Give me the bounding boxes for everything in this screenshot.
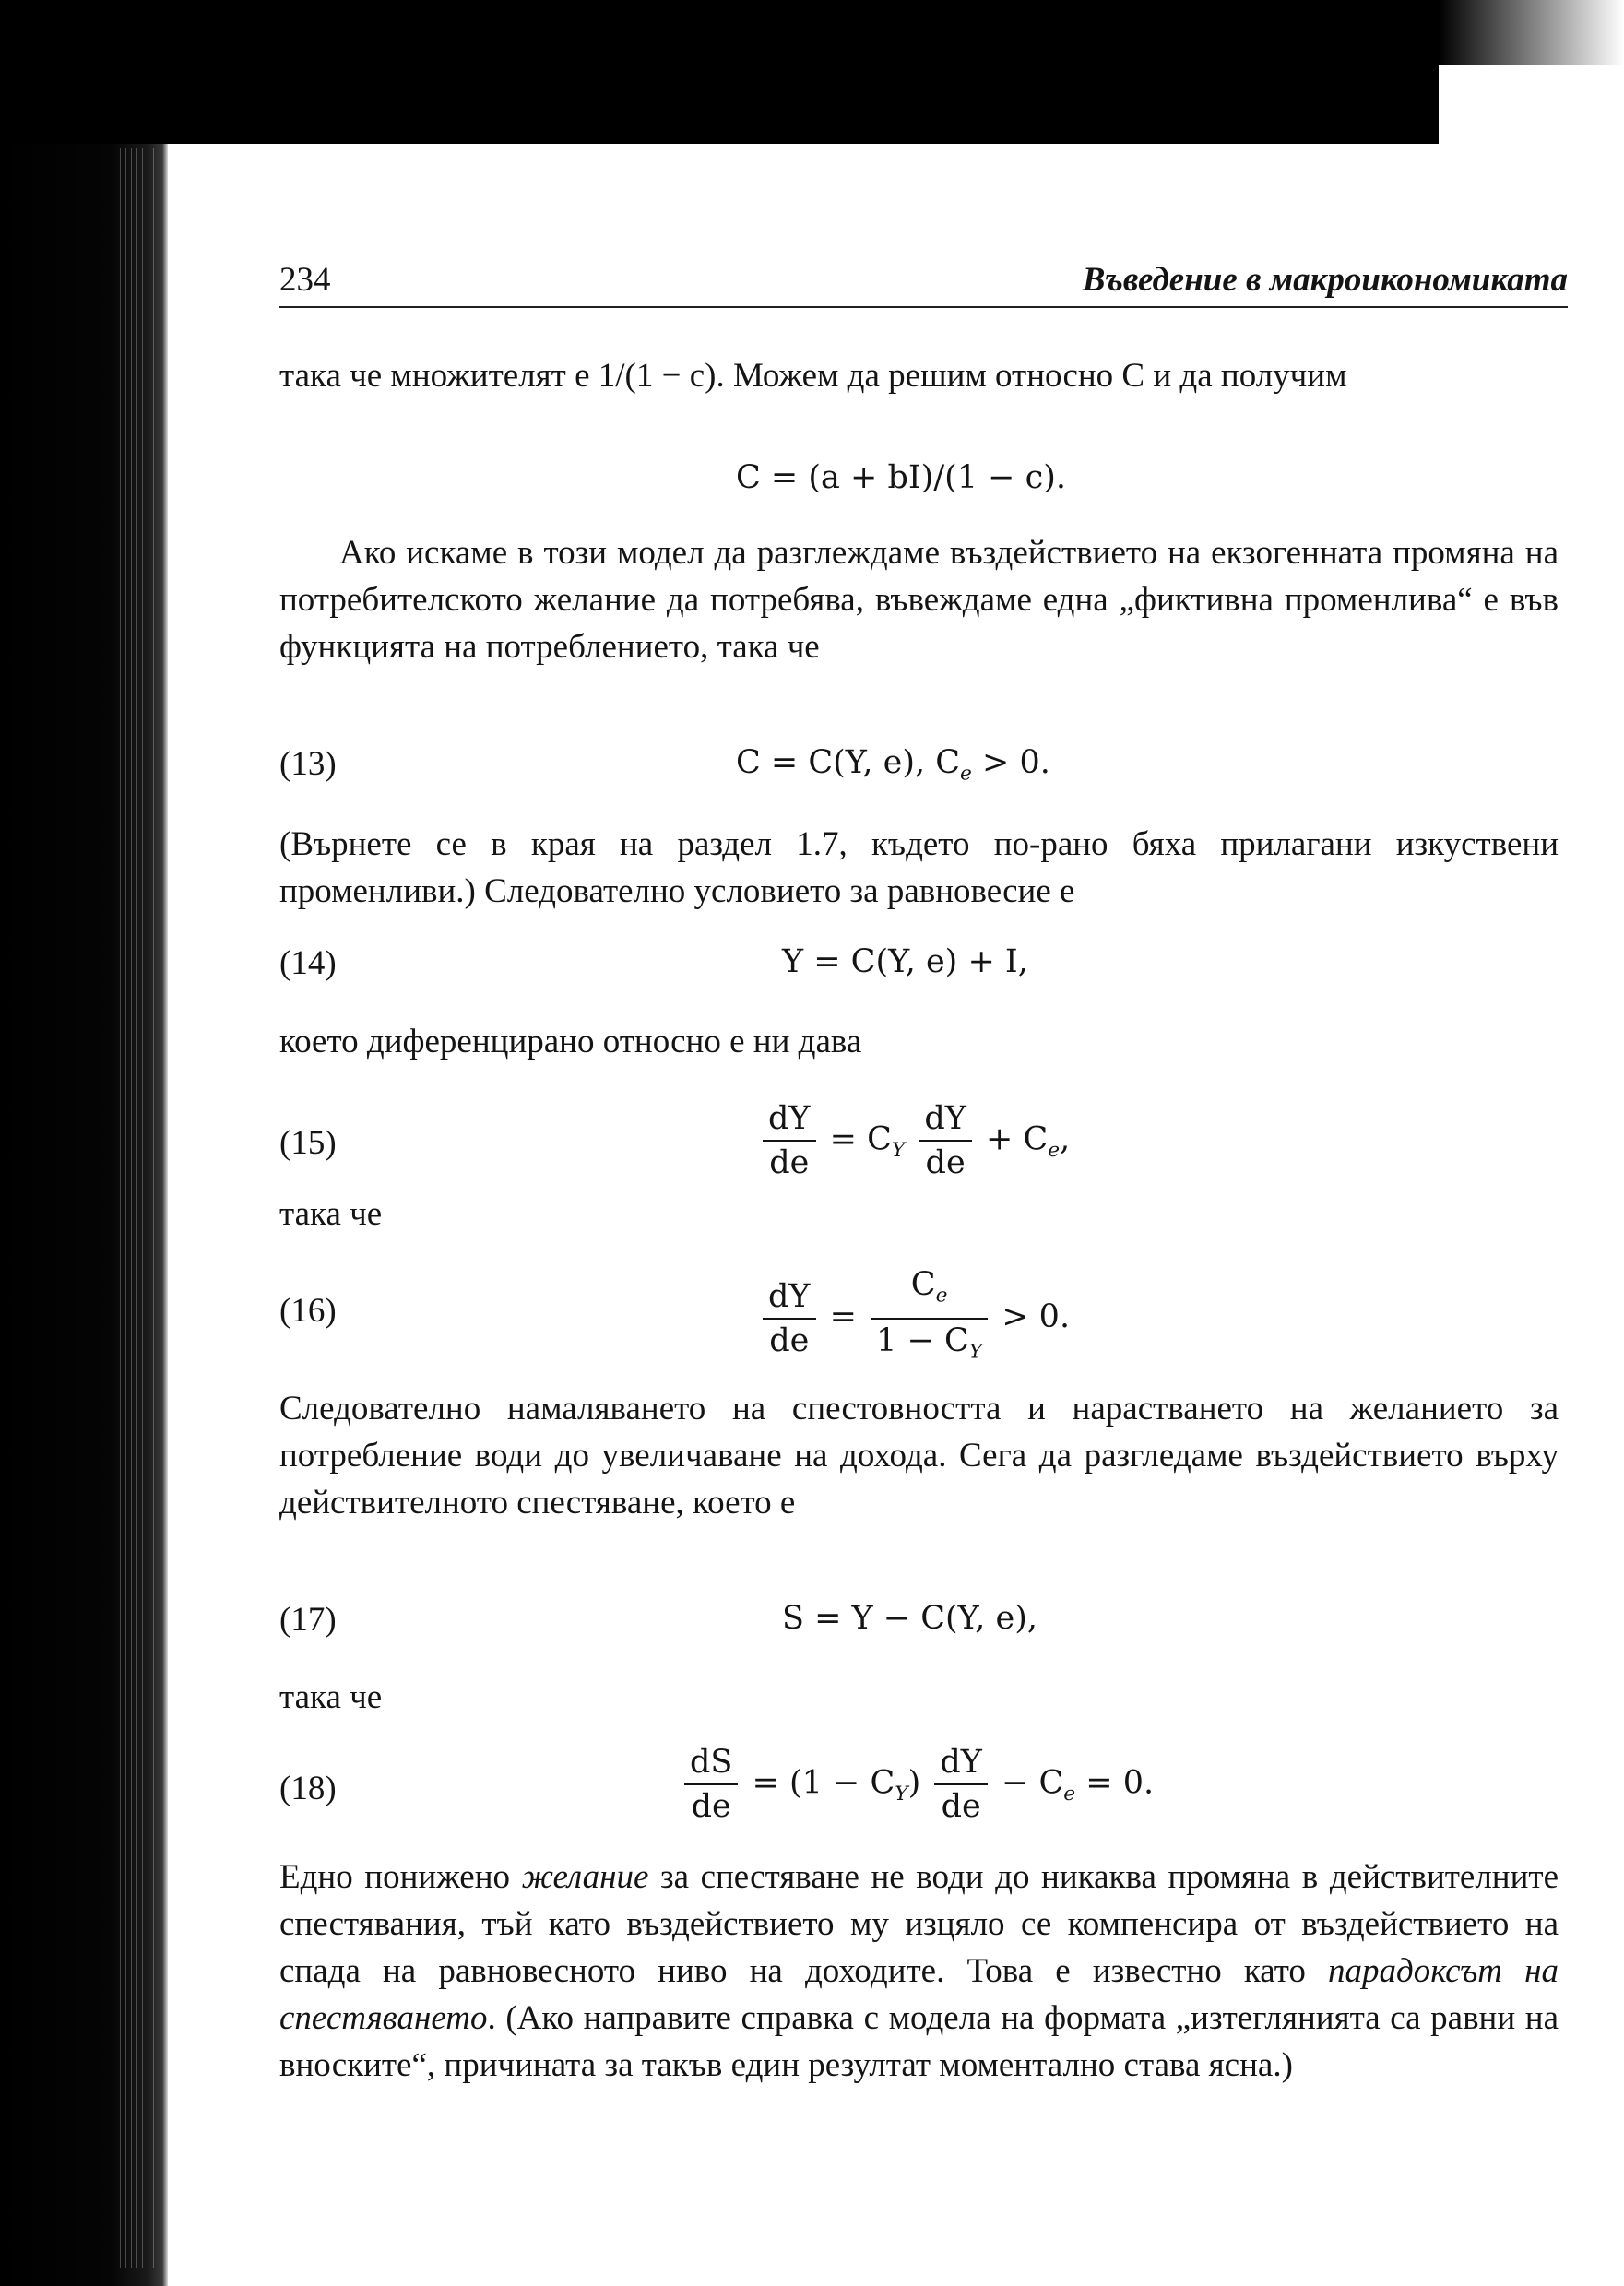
equation-16-row xyxy=(279,1263,1559,1364)
equation-number: (13) xyxy=(279,745,337,783)
equation-number: (16) xyxy=(279,1292,337,1330)
equation-number: (14) xyxy=(279,944,337,982)
equation-number: (18) xyxy=(279,1770,337,1807)
equation-14: Y = C(Y, e) + I, xyxy=(782,943,1028,980)
running-head xyxy=(279,258,1568,308)
equation-17: S = Y − C(Y, e), xyxy=(782,1600,1038,1637)
paragraph-1: така че множителят е 1/(1 − c). Можем да решим относно C и да получим xyxy=(279,357,1347,395)
emphasis-desire: желание xyxy=(521,1858,649,1896)
paragraph-8: Едно понижено желание за спестяване не води до никаква промяна в действителните спестявания, тъй като въздействието му изцяло се компенсира от въздействието на спада на равновесното ниво на доходите. Това е известно като парадоксът на спестяването. (Ако направите справка с модела на формата „изтеглянията са равни на вноските“, причината за такъв един резултат моментално става ясна.) xyxy=(279,1858,1559,2084)
paragraph-6: Следователно намаляването на спестовността и нарастването на желанието за потребление води до увеличаване на дохода. Сега да разгледаме въздействието върху действителното спестяване, което е xyxy=(279,1390,1559,1522)
paragraph-4: което диференцирано относно e ни дава xyxy=(279,1023,862,1060)
paragraph-7: така че xyxy=(279,1678,383,1716)
equation-15: $\frac{dY}{de}$ = $C_Y$ $\frac{dY}{de}$ + $C_e$, xyxy=(759,1097,1070,1184)
paragraph-2: Ако искаме в този модел да разглеждаме въздействието на екзогенната промяна на потребителското желание да потребява, въвеждаме една „фиктивна променлива“ e във функцията на потреблението, така че xyxy=(279,534,1559,666)
equation-number: (17) xyxy=(279,1601,337,1639)
equation-13: C = C(Y, e), $C_e > 0$. xyxy=(736,744,1050,786)
equation-consumption-solution: C = (a + bI)/(1 − c). xyxy=(736,459,1067,496)
equation-18-row xyxy=(279,1741,1559,1837)
page-number: 234 xyxy=(279,261,331,299)
equation-15-row xyxy=(279,1097,1559,1193)
equation-number: (15) xyxy=(279,1124,337,1162)
paragraph-3: (Върнете се в края на раздел 1.7, където по-рано бяха прилагани изкуствени променливи.) Следователно условието за равновесие е xyxy=(279,825,1559,910)
book-title: Въведение в макроикономиката xyxy=(1082,261,1568,299)
equation-16: $\frac{dY}{de}$ = $\frac{C_e}{1 - C_Y}$ > 0. xyxy=(759,1263,1070,1373)
paragraph-5: така че xyxy=(279,1195,383,1233)
equation-18: $\frac{dS}{de}$ = $(1 - C_Y)$ $\frac{dY}{de}$ − $C_e = 0$. xyxy=(681,1741,1154,1828)
emphasis-paradox-of-thrift: парадоксът на спестяването xyxy=(279,1952,1559,2037)
